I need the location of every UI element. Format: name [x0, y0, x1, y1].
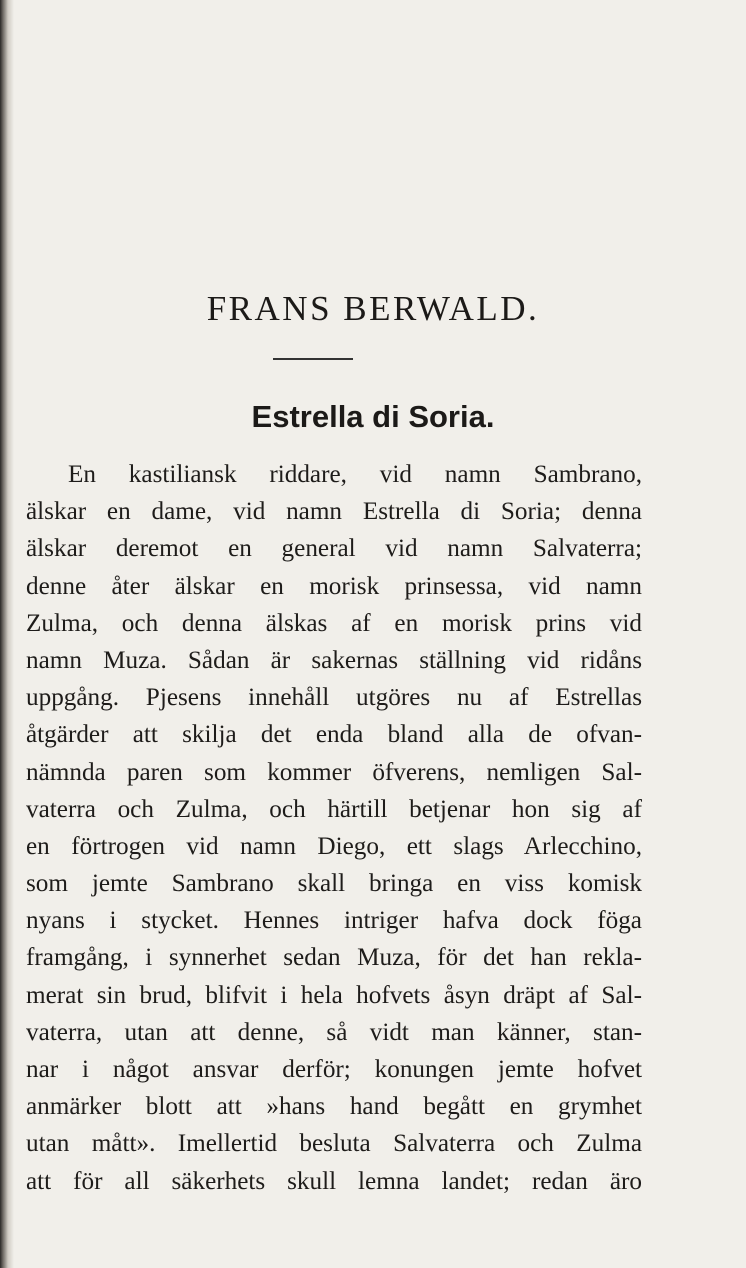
text-line: framgång, i synnerhet sedan Muza, för det han rekla- — [26, 944, 642, 972]
text-line: älskar deremot en general vid namn Salvaterra; — [26, 535, 642, 563]
title-divider — [273, 358, 353, 360]
body-paragraph — [26, 456, 642, 1200]
text-line: vaterra, utan att denne, så vidt man känner, stan- — [26, 1018, 642, 1046]
section-title: Estrella di Soria. — [251, 399, 495, 434]
text-line: som jemte Sambrano skall bringa en viss komisk — [26, 870, 642, 898]
text-line: uppgång. Pjesens innehåll utgöres nu af Estrellas — [26, 684, 642, 712]
text-line: Zulma, och denna älskas af en morisk prins vid — [26, 609, 642, 637]
text-line: vaterra och Zulma, och härtill betjenar hon sig af — [26, 795, 642, 823]
text-line: namn Muza. Sådan är sakernas ställning vid ridåns — [26, 646, 642, 674]
text-line: En kastiliansk riddare, vid namn Sambrano, — [68, 461, 642, 488]
text-line: nämnda paren som kommer öfverens, nemligen Sal- — [26, 758, 642, 786]
text-line: nar i något ansvar derför; konungen jemte hofvet — [26, 1056, 642, 1083]
text-line: älskar en dame, vid namn Estrella di Soria; denna — [26, 498, 642, 526]
text-line: nyans i stycket. Hennes intriger hafva dock föga — [26, 907, 642, 935]
text-line: anmärker blott att »hans hand begått en grymhet — [26, 1093, 642, 1121]
text-line: utan mått». Imellertid besluta Salvaterra och Zulma — [26, 1130, 642, 1158]
text-line: denne åter älskar en morisk prinsessa, vid namn — [26, 572, 642, 600]
text-line: åtgärder att skilja det enda bland alla de ofvan- — [26, 721, 642, 749]
running-head: FRANS BERWALD. — [206, 289, 540, 328]
binding-edge — [0, 0, 14, 1268]
text-line: merat sin brud, blifvit i hela hofvets åsyn dräpt af Sal- — [26, 981, 642, 1009]
text-line: att för all säkerhets skull lemna landet; redan äro — [26, 1167, 642, 1195]
text-line: en förtrogen vid namn Diego, ett slags Arlecchino, — [26, 832, 642, 860]
